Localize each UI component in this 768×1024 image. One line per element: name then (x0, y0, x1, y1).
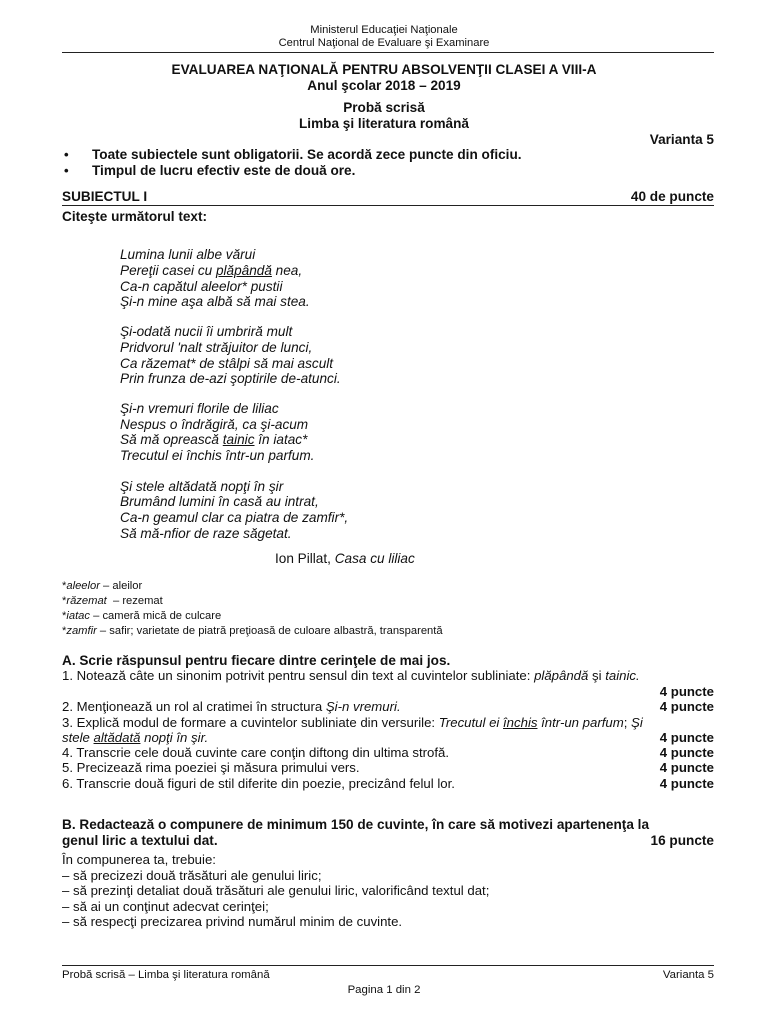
question-4-points: 4 puncte (659, 745, 714, 760)
poem-attribution: Ion Pillat, Casa cu liliac (275, 551, 415, 566)
footer-left: Probă scrisă – Limba şi literatura română (62, 969, 270, 981)
question-3-points: 4 puncte (659, 730, 714, 745)
glossary-entry: *iatac – cameră mică de culcare (62, 610, 222, 622)
poem-line: Şi-n vremuri florile de liliac (120, 401, 279, 416)
footer-divider (62, 965, 714, 966)
glossary-entry: *zamfir – safir; varietate de piatră preţioasă de culoare albastră, transparentă (62, 625, 443, 637)
question-6-points: 4 puncte (659, 776, 714, 791)
part-b-requirement: – să respecţi precizarea privind numărul minim de cuvinte. (62, 914, 403, 929)
glossary-entry: *aleelor – aleilor (62, 580, 143, 592)
part-b-requirement: – să prezinţi detaliat două trăsături ale genului liric, valorificând textul dat; (62, 883, 490, 898)
poem-line: Pereţii casei cu plăpândă nea, (120, 263, 303, 278)
footer-variant: Varianta 5 (662, 969, 714, 981)
question-3: 3. Explică modul de formare a cuvintelor subliniate din versurile: Trecutul ei închis într-un parfum; Şi (62, 715, 643, 730)
part-b-heading-cont: genul liric a textului dat. (62, 833, 218, 848)
part-b-heading: B. Redactează o compunere de minimum 150 de cuvinte, în care să motivezi apartenenţa la (62, 817, 650, 832)
center-name: Centrul Naţional de Evaluare şi Examinare (278, 37, 490, 49)
read-instruction: Citeşte următorul text: (62, 209, 208, 224)
underlined-word: tainic (222, 432, 255, 447)
part-a-heading: A. Scrie răspunsul pentru fiecare dintre cerinţele de mai jos. (62, 653, 451, 668)
poem-line: Prin frunza de-azi şoptirile de-atunci. (120, 371, 341, 386)
poem-line: Şi stele altădată nopţi în şir (120, 479, 284, 494)
question-1-points: 4 puncte (659, 684, 714, 699)
part-b-requirement: – să precizezi două trăsături ale genului liric; (62, 868, 322, 883)
question-2-points: 4 puncte (659, 699, 714, 714)
question-5-points: 4 puncte (659, 760, 714, 775)
part-b-points: 16 puncte (650, 833, 714, 848)
exam-title: EVALUAREA NAŢIONALĂ PENTRU ABSOLVENŢII CLASEI A VIII-A (171, 62, 597, 77)
variant-label: Varianta 5 (649, 132, 714, 147)
poem-line: Ca-n geamul clar ca piatra de zamfir*, (120, 510, 349, 525)
poem-line: Ca-n capătul aleelor* pustii (120, 279, 283, 294)
poem-line: Să mă oprească tainic în iatac* (120, 432, 308, 447)
school-year: Anul şcolar 2018 – 2019 (307, 78, 461, 93)
rule-1: Toate subiectele sunt obligatorii. Se acordă zece puncte din oficiu. (92, 147, 522, 162)
page-number: Pagina 1 din 2 (347, 984, 421, 996)
ministry-name: Ministerul Educaţiei Naţionale (310, 24, 458, 36)
poem-line: Ca răzemat* de stâlpi să mai ascult (120, 356, 334, 371)
subject-label: SUBIECTUL I (62, 189, 148, 204)
rule-2: Timpul de lucru efectiv este de două ore. (92, 163, 356, 178)
question-4: 4. Transcrie cele două cuvinte care conţin diftong din ultima strofă. (62, 745, 450, 760)
part-b-requirement: – să ai un conţinut adecvat cerinţei; (62, 899, 269, 914)
bullet-icon: • (64, 147, 69, 162)
bullet-icon: • (64, 163, 69, 178)
header-divider (62, 52, 714, 53)
subject-points: 40 de puncte (630, 189, 714, 204)
question-3-cont: stele altădată nopţi în şir. (62, 730, 209, 745)
question-1: 1. Notează câte un sinonim potrivit pentru sensul din text al cuvintelor subliniate: plăpândă şi tainic. (62, 668, 640, 683)
glossary-entry: *răzemat – rezemat (62, 595, 163, 607)
underlined-word: plăpândă (215, 263, 272, 278)
subject-divider (62, 205, 714, 206)
poem-line: Trecutul ei închis într-un parfum. (120, 448, 315, 463)
poem-line: Şi-odată nucii îi umbriră mult (120, 324, 293, 339)
question-5: 5. Precizează rima poeziei şi măsura primului vers. (62, 760, 360, 775)
poem-line: Pridvorul 'nalt străjuitor de lunci, (120, 340, 313, 355)
question-2: 2. Menţionează un rol al cratimei în structura Şi-n vremuri. (62, 699, 401, 714)
exam-type: Probă scrisă (343, 100, 425, 115)
poem-line: Lumina lunii albe vărui (120, 247, 256, 262)
poem-line: Şi-n mine aşa albă să mai stea. (120, 294, 310, 309)
question-6: 6. Transcrie două figuri de stil diferite din poezie, precizând felul lor. (62, 776, 455, 791)
poem-line: Brumând lumini în casă au intrat, (120, 494, 319, 509)
poem-line: Nespus o îndrăgiră, ca şi-acum (120, 417, 309, 432)
part-b-intro: În compunerea ta, trebuie: (62, 852, 216, 867)
exam-subject: Limba şi literatura română (299, 116, 469, 131)
poem-line: Să mă-nfior de raze săgetat. (120, 526, 292, 541)
